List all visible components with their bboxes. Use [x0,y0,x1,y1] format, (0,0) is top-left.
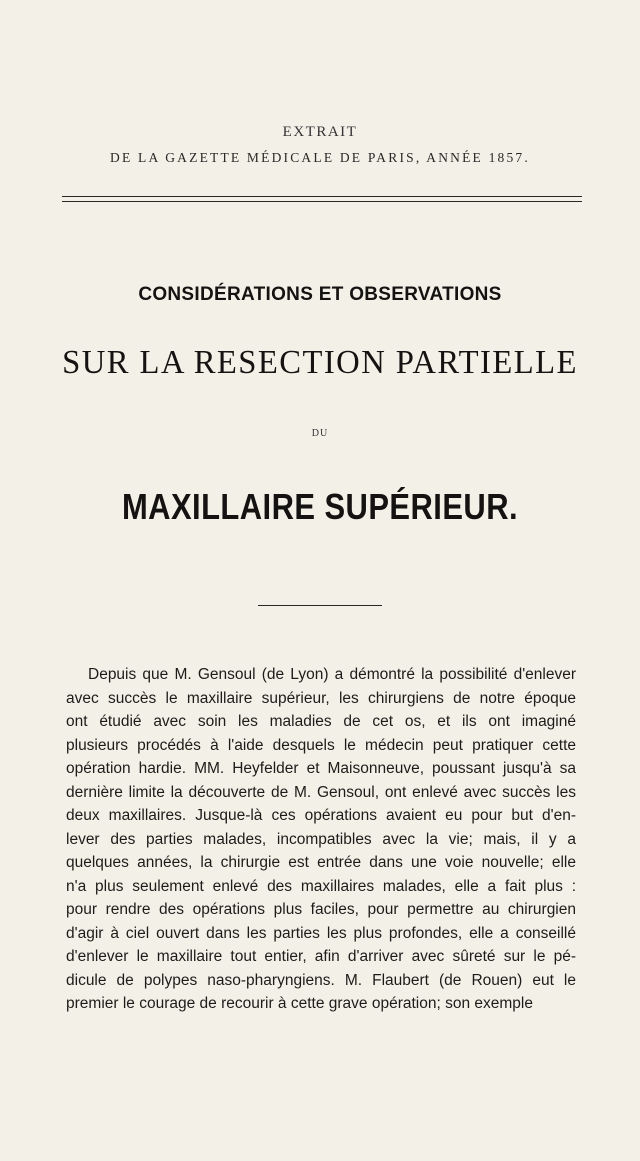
body-line: n'a plus seulement enlevé des maxillaires malades, elle a fait plus : [66,877,576,895]
body-line: quelques années, la chirurgie est entrée dans une voie nouvelle; elle [66,854,576,871]
body-line: ont étudié avec soin les maladies de cet os, et ils ont imaginé [66,713,576,730]
body-line: Depuis que M. Gensoul (de Lyon) a démontré la possibilité d'enlever [88,666,576,683]
double-rule-divider [62,196,582,202]
title-line-2: SUR LA RESECTION PARTIELLE [62,344,578,381]
body-line: plusieurs procédés à l'aide desquels le médecin peut pratiquer cette [66,736,576,754]
body-line: dernière limite la découverte de M. Gensoul, ont enlevé avec succès les [66,783,576,801]
body-line: d'enlever le maxillaire tout entier, afin d'arriver avec sûreté sur le pé- [66,948,576,965]
short-rule-divider [258,605,382,606]
body-line: dicule de polypes naso-pharyngiens. M. Flaubert (de Rouen) eut le [66,971,576,989]
body-line: lever des parties malades, incompatibles avec la vie; mais, il y a [66,830,576,848]
title-line-3: MAXILLAIRE SUPÉRIEUR. [121,486,519,527]
body-line: deux maxillaires. Jusque-là ces opérations avaient eu pour but d'en- [66,807,576,824]
body-line: pour rendre des opérations plus faciles, pour permettre au chirurgien [66,901,576,918]
title-connector: DU [311,428,329,439]
source-line: DE LA GAZETTE MÉDICALE DE PARIS, ANNÉE 1857. [110,150,530,165]
body-paragraph [66,663,576,1016]
body-line: d'agir à ciel ouvert dans les parties les plus profondes, elle a conseillé [66,924,576,942]
body-line: opération hardie. MM. Heyfelder et Maisonneuve, poussant jusqu'à sa [66,760,576,777]
body-line: avec succès le maxillaire supérieur, les chirurgiens de notre époque [66,689,576,707]
extract-label: EXTRAIT [282,124,358,140]
body-line: premier le courage de recourir à cette grave opération; son exemple [66,995,533,1012]
title-line-1: CONSIDÉRATIONS ET OBSERVATIONS [138,284,502,305]
